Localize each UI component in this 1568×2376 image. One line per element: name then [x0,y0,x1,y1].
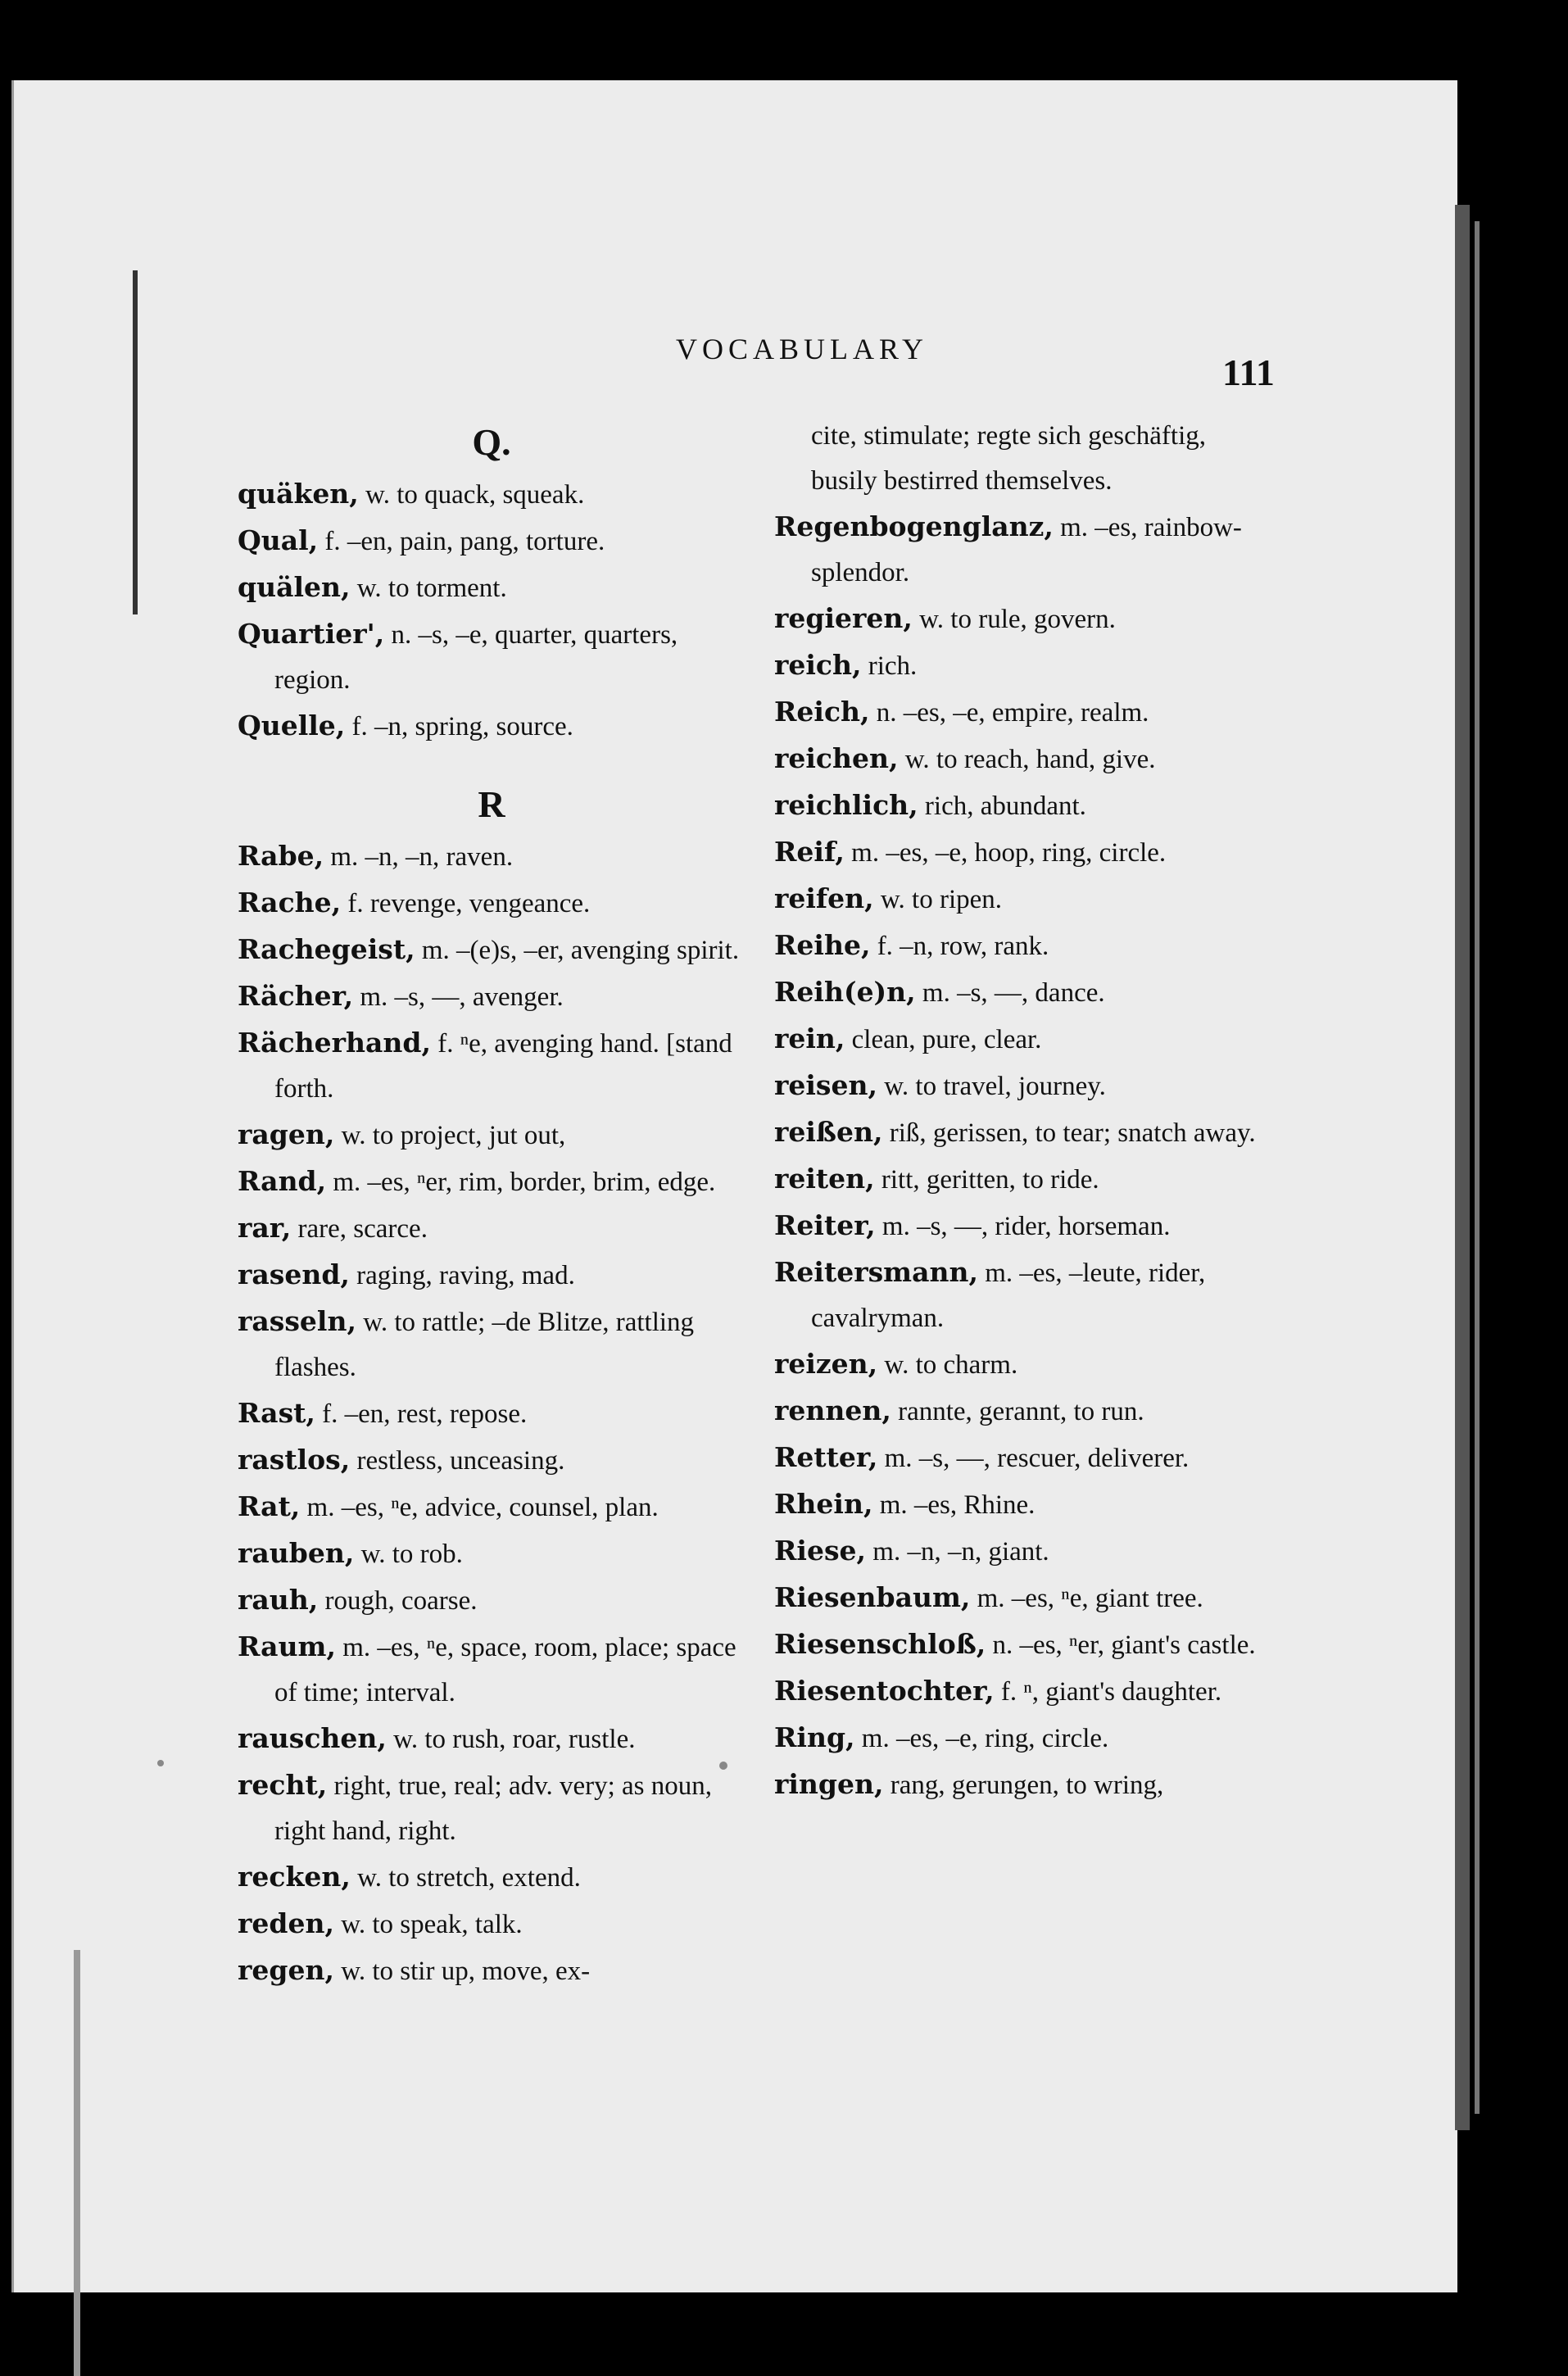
entry-definition: f. –en, pain, pang, torture. [318,527,605,556]
entry-definition: ritt, geritten, to ride. [874,1165,1099,1195]
entry-headword: recken, [238,1861,351,1893]
entry-headword: reifen, [774,882,874,914]
vocab-entry [238,1762,745,1854]
entry-definition: m. –es, –leute, rider, cavalryman. [811,1258,1206,1333]
entry-definition: m. –s, —, avenger. [353,982,564,1012]
entry-definition: w. to ripen. [873,885,1003,914]
entry-headword: Reitersmann, [774,1256,978,1288]
vocab-entry [774,1762,1266,1808]
entry-headword: Rhein, [774,1488,873,1520]
entry-definition: m. –s, —, rescuer, deliverer. [877,1444,1190,1473]
entry-definition: m. –n, –n, giant. [866,1537,1049,1567]
vocab-entry [774,969,1266,1016]
vocab-entry [238,471,745,518]
section-gap [238,750,745,776]
entry-headword: Rast, [238,1397,315,1429]
vocab-entry [774,642,1266,689]
entry-headword: Reich, [774,696,870,728]
vocab-entry [774,1575,1266,1621]
entry-headword: rasseln, [238,1305,356,1337]
vocab-entry [238,1112,745,1159]
entry-definition: w. to rush, roar, rustle. [386,1725,636,1754]
vocab-entry [238,1020,745,1112]
vocab-entry [238,1299,745,1390]
section-letter: R [478,783,505,825]
vocab-entry [238,611,745,703]
entry-headword: Rachegeist, [238,933,415,965]
entry-definition: n. –es, ⁿer, giant's castle. [986,1630,1256,1660]
entry-definition: w. to rule, govern. [912,605,1116,634]
entry-headword: rauschen, [238,1722,387,1754]
vocab-entry [238,1437,745,1484]
entry-definition: w. to charm. [877,1350,1018,1380]
vocab-entry [774,1156,1266,1203]
entry-definition: m. –s, —, rider, horseman. [875,1212,1171,1241]
vocab-entry [774,829,1266,876]
entry-definition: f. revenge, vengeance. [341,889,591,918]
vocab-entry [238,1252,745,1299]
entry-definition: restless, unceasing. [350,1446,565,1476]
vocab-entry [774,1621,1266,1668]
section-letter: Q. [472,421,511,463]
vocab-entry [238,1854,745,1901]
entry-definition: w. to rattle; –de Blitze, rattling flashes. [274,1308,695,1382]
entry-definition: w. to torment. [350,574,507,603]
entry-headword: quälen, [238,571,351,603]
entry-headword: Riese, [774,1535,867,1567]
vocab-entry [774,1109,1266,1156]
vocab-entry [774,1341,1266,1388]
entry-headword: regen, [238,1954,334,1986]
left-column [238,414,745,1994]
entry-continuation: cite, stimulate; regte sich geschäftig, busily bestirred themselves. [811,421,1206,496]
entry-headword: rauh, [238,1584,319,1616]
vocab-entry [774,1203,1266,1249]
vocab-entry [774,689,1266,736]
vocab-entry [238,1205,745,1252]
vocab-entry [774,1016,1266,1063]
entry-headword: rauben, [238,1537,355,1569]
vocab-entry [238,1716,745,1762]
entry-headword: Rabe, [238,840,324,872]
entry-definition: f. ⁿe, avenging hand. [stand forth. [274,1029,732,1104]
vocab-entry [774,876,1266,923]
entry-headword: Reihe, [774,929,871,961]
entry-headword: rastlos, [238,1444,351,1476]
entry-definition: rare, scarce. [291,1214,428,1244]
entry-headword: rein, [774,1022,845,1054]
entry-headword: Retter, [774,1441,878,1473]
entry-headword: reichlich, [774,789,918,821]
entry-headword: quäken, [238,478,359,510]
entry-headword: ringen, [774,1768,884,1800]
vocab-entry [238,1390,745,1437]
entry-headword: regieren, [774,602,913,634]
entry-definition: right, true, real; adv. very; as noun, right hand, right. [274,1771,713,1846]
page-edge-line [1475,221,1480,2114]
entry-definition: n. –es, –e, empire, realm. [869,698,1149,728]
right-column [774,414,1266,1808]
entry-definition: rannte, gerannt, to run. [890,1397,1144,1426]
entry-definition: f. –n, spring, source. [345,712,573,741]
vocab-entry [774,1528,1266,1575]
vocab-entry [774,1388,1266,1435]
entry-headword: Quartier', [238,618,385,650]
vocab-entry [238,1901,745,1948]
entry-definition: raging, raving, mad. [349,1261,575,1290]
vocab-entry [238,703,745,750]
entry-headword: Qual, [238,524,319,556]
page-number: 111 [1222,351,1275,393]
entry-definition: m. –es, rainbow-splendor. [811,513,1242,587]
entry-headword: reich, [774,649,862,681]
entry-headword: Ring, [774,1721,855,1753]
entry-definition: riß, gerissen, to tear; snatch away. [882,1118,1256,1148]
entry-definition: w. to speak, talk. [333,1910,523,1939]
entry-headword: reizen, [774,1348,878,1380]
entry-definition: f. –en, rest, repose. [315,1399,528,1429]
entry-definition: n. –s, –e, quarter, quarters, region. [274,620,678,695]
scan-mark [74,1950,80,2376]
entry-definition: m. –n, –n, raven. [324,842,514,872]
entry-definition: w. to project, jut out, [334,1121,566,1150]
entry-headword: Rache, [238,886,342,918]
binding-mark [133,270,138,614]
entry-headword: reden, [238,1907,334,1939]
entry-headword: Riesenschloß, [774,1628,986,1660]
entry-headword: Riesenbaum, [774,1581,971,1613]
vocab-entry [238,1948,745,1994]
entry-headword: Raum, [238,1630,336,1662]
entry-headword: reißen, [774,1116,883,1148]
vocab-entry [774,923,1266,969]
running-header: VOCABULARY [676,333,929,365]
entry-definition: w. to stir up, move, ex- [333,1957,591,1986]
vocab-entry [238,518,745,565]
entry-definition: w. to rob. [354,1539,463,1569]
entry-definition: w. to stretch, extend. [350,1863,581,1893]
vocab-entry [238,1484,745,1530]
vocab-entry [774,596,1266,642]
entry-definition: m. –es, –e, ring, circle. [854,1724,1109,1753]
page-speck [157,1760,164,1766]
vocab-entry [238,927,745,973]
entry-headword: recht, [238,1769,328,1801]
entry-definition: m. –es, ⁿe, giant tree. [970,1584,1203,1613]
entry-headword: Quelle, [238,710,346,741]
vocab-entry [774,504,1266,596]
vocab-entry [774,1063,1266,1109]
entry-definition: f. –n, row, rank. [870,932,1049,961]
entry-headword: ragen, [238,1118,335,1150]
entry-definition: rang, gerungen, to wring, [883,1771,1164,1800]
entry-headword: Rächerhand, [238,1027,431,1059]
page-edge-shadow [1455,205,1470,2130]
entry-definition: clean, pure, clear. [845,1025,1042,1054]
entry-definition: m. –s, —, dance. [915,978,1105,1008]
vocab-entry [238,1577,745,1624]
vocab-entry [238,880,745,927]
entry-definition: w. to reach, hand, give. [898,745,1156,774]
vocab-entry [774,1668,1266,1715]
entry-headword: reichen, [774,742,899,774]
entry-definition: m. –es, –e, hoop, ring, circle. [844,838,1167,868]
entry-headword: Reiter, [774,1209,876,1241]
entry-headword: Rand, [238,1165,327,1197]
entry-headword: Reih(e)n, [774,976,916,1008]
vocab-entry [238,565,745,611]
entry-definition: m. –es, Rhine. [872,1490,1036,1520]
vocab-entry [238,1530,745,1577]
entry-headword: Reif, [774,836,845,868]
vocab-entry [238,1624,745,1716]
vocab-entry [774,782,1266,829]
entry-definition: rich, abundant. [918,791,1086,821]
entry-headword: reiten, [774,1163,875,1195]
entry-definition: m. –es, ⁿe, advice, counsel, plan. [300,1493,659,1522]
entry-headword: Rat, [238,1490,301,1522]
vocab-entry [774,1249,1266,1341]
vocab-entry [774,1481,1266,1528]
entry-definition: m. –es, ⁿer, rim, border, brim, edge. [326,1168,716,1197]
entry-headword: Rächer, [238,980,354,1012]
entry-headword: rar, [238,1212,292,1244]
vocab-entry [238,1159,745,1205]
entry-headword: reisen, [774,1069,877,1101]
entry-definition: rough, coarse. [318,1586,478,1616]
entry-definition: rich. [861,651,918,681]
vocab-entry [238,973,745,1020]
entry-headword: rennen, [774,1394,891,1426]
entry-definition: m. –es, ⁿe, space, room, place; space of time; interval. [274,1633,736,1707]
entry-definition: w. to quack, squeak. [358,480,585,510]
entry-headword: Regenbogenglanz, [774,510,1054,542]
vocab-entry [774,1435,1266,1481]
entry-definition: m. –(e)s, –er, avenging spirit. [415,936,740,965]
entry-definition: w. to travel, journey. [877,1072,1106,1101]
vocab-entry [238,833,745,880]
entry-headword: Riesentochter, [774,1675,995,1707]
entry-definition: f. ⁿ, giant's daughter. [994,1677,1222,1707]
entry-headword: rasend, [238,1258,350,1290]
vocab-entry [774,736,1266,782]
vocab-entry [774,1715,1266,1762]
